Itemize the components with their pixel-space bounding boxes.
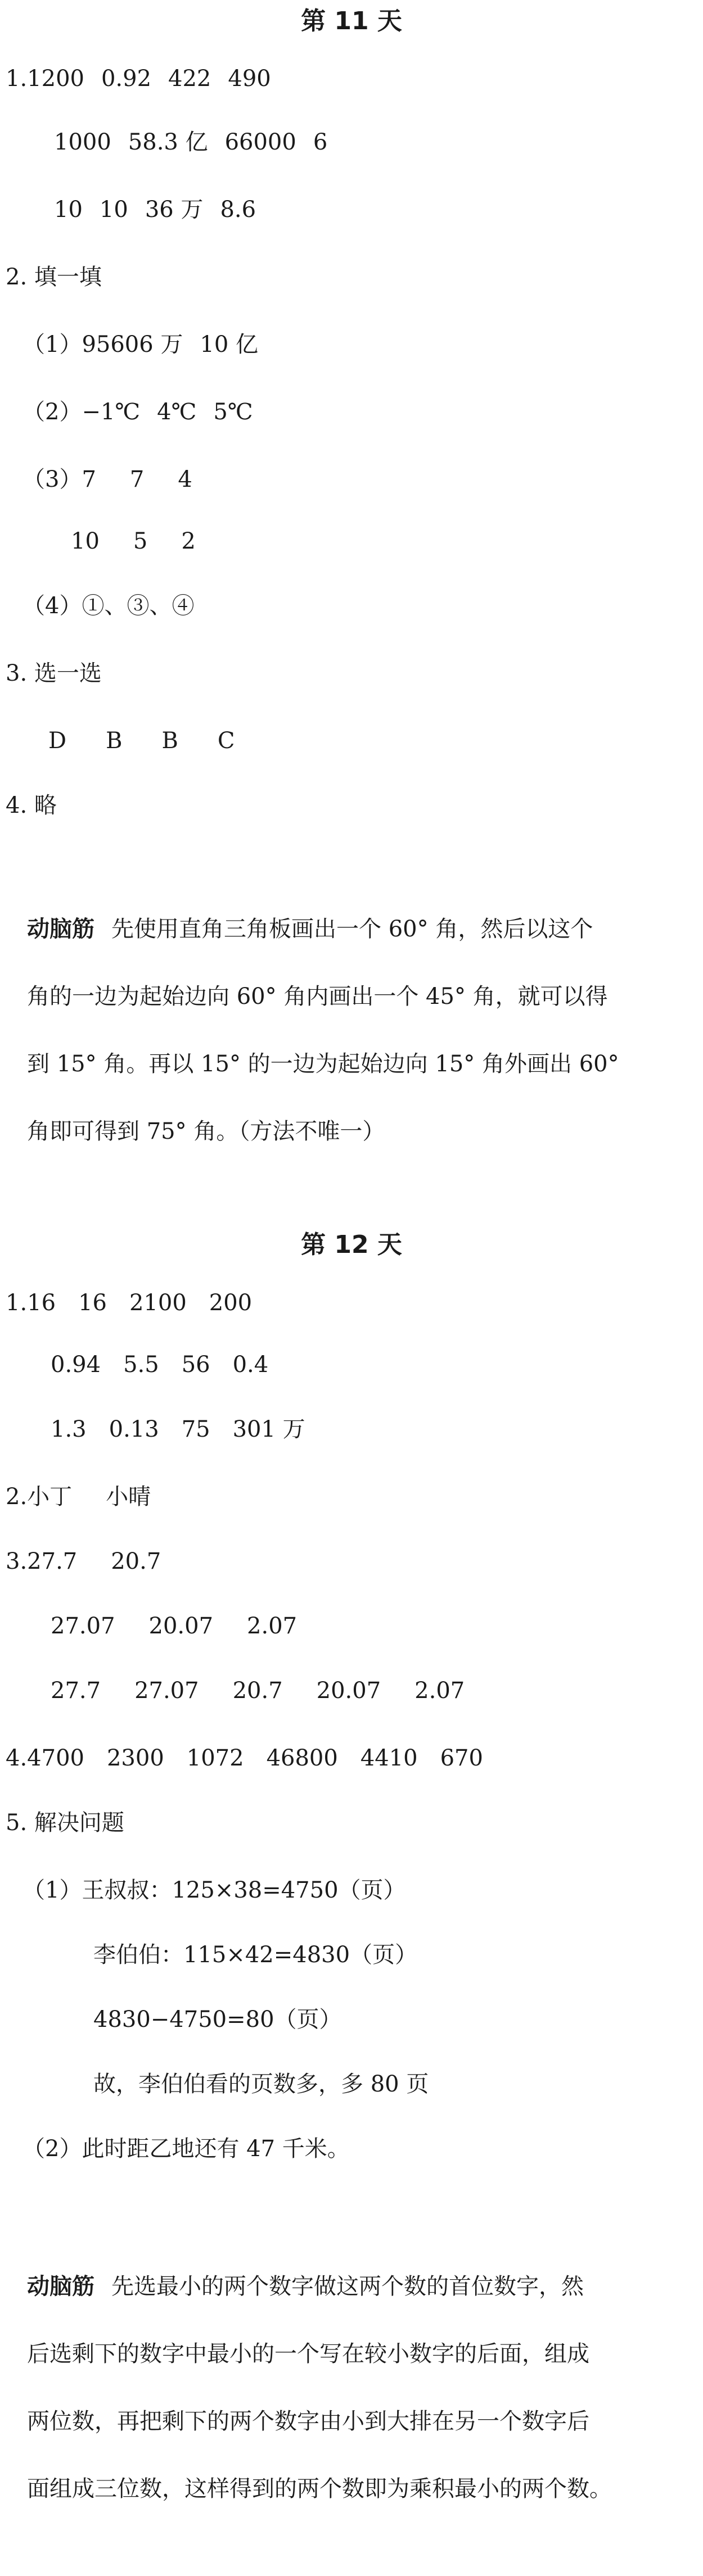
day12-brain-line2: 后选剩下的数字中最小的一个写在较小数字的后面，组成 xyxy=(27,2341,589,2367)
day12-q2-v1: 小丁 xyxy=(27,1484,73,1510)
day11-brain-line3: 到 15° 角。再以 15° 的一边为起始边向 15° 角外画出 60° xyxy=(27,1051,619,1077)
day11-q2-item3-v1: 7 xyxy=(82,467,96,492)
day12-q5-p1-label: （1） xyxy=(22,1877,82,1903)
day12-q1-r2-v4: 0.4 xyxy=(232,1352,269,1378)
day12-q5-p1-line1 xyxy=(22,1875,406,1906)
day11-q3-v1: D xyxy=(48,728,67,754)
day11-q1-r1-v2: 0.92 xyxy=(101,66,152,92)
day11-q3-answers xyxy=(48,725,235,757)
day12-q1-r2-v1: 0.94 xyxy=(51,1352,101,1378)
day11-q2-item3-r2-v1: 10 xyxy=(71,528,100,554)
day12-q3-r3-v2: 27.07 xyxy=(134,1678,199,1704)
day11-q2-item1 xyxy=(22,329,258,360)
day12-q2-v2: 小晴 xyxy=(106,1484,151,1510)
day11-title: 第 11 天 xyxy=(301,7,402,35)
day12-brain-label: 动脑筋 xyxy=(27,2274,94,2299)
day12-q4-v4: 46800 xyxy=(266,1745,338,1771)
day11-q1-r2-v2: 58.3 亿 xyxy=(128,129,208,155)
day12-q3-row2 xyxy=(51,1610,297,1642)
day11-q1-label: 1. xyxy=(6,66,28,92)
day12-q1-r3-v1: 1.3 xyxy=(51,1416,87,1442)
day11-q3-v4: C xyxy=(217,728,235,754)
day12-q3-r3-v5: 2.07 xyxy=(414,1678,465,1704)
day12-q1-row1 xyxy=(6,1287,252,1319)
day11-q2-item2-label: （2） xyxy=(22,399,82,425)
day11-q2-item4 xyxy=(22,590,194,622)
day12-q4-v6: 670 xyxy=(440,1745,483,1771)
day12-q1-row3 xyxy=(51,1414,305,1445)
day11-q4: 4. 略 xyxy=(6,793,57,818)
day12-brain-line4: 面组成三位数，这样得到的两个数即为乘积最小的两个数。 xyxy=(27,2476,612,2502)
day12-q3-r3-v4: 20.07 xyxy=(316,1678,381,1704)
day11-q2-item2-v2: 4℃ xyxy=(157,399,197,425)
day11-brain-line4: 角即可得到 75° 角。（方法不唯一） xyxy=(27,1119,385,1144)
day11-q1-r2-v3: 66000 xyxy=(224,129,296,155)
day12-q4-v1: 4700 xyxy=(27,1745,84,1771)
day11-q2-item3-r2-v2: 5 xyxy=(133,528,148,554)
day11-q2-heading: 2. 填一填 xyxy=(6,264,102,290)
day12-brain-line1 xyxy=(27,2271,679,2302)
day12-title: 第 12 天 xyxy=(301,1230,402,1259)
day11-q1-r3-v1: 10 xyxy=(54,197,83,223)
day12-q5-p1-text1: 王叔叔：125×38=4750（页） xyxy=(82,1877,406,1903)
day11-q2-item3 xyxy=(22,464,192,495)
day11-q2-item3-v3: 4 xyxy=(178,467,192,492)
day11-q1-r1-v1: 1200 xyxy=(27,66,84,92)
day12-q4-v5: 4410 xyxy=(360,1745,418,1771)
day12-q3-row1 xyxy=(6,1546,161,1577)
day12-q1-row2 xyxy=(51,1349,268,1380)
day11-q2-item4-label: （4） xyxy=(22,593,82,619)
day11-q1-row2 xyxy=(54,126,327,158)
day11-brain-text1: 先使用直角三角板画出一个 60° 角，然后以这个 xyxy=(111,916,593,942)
day12-q3-r1-v2: 20.7 xyxy=(111,1549,161,1574)
day12-brain-line3: 两位数，再把剩下的两个数字由小到大排在另一个数字后 xyxy=(27,2409,589,2434)
day11-q1-row3 xyxy=(54,194,256,225)
day11-q3-v3: B xyxy=(161,728,178,754)
day11-q1-row1 xyxy=(6,63,271,94)
day11-q2-item1-label: （1） xyxy=(22,332,82,357)
day11-q1-r3-v3: 36 万 xyxy=(145,197,204,223)
day12-q4-v3: 1072 xyxy=(186,1745,244,1771)
day11-q2-item2-v1: −1℃ xyxy=(82,399,141,425)
day11-q2-item4-v1: ①、③、④ xyxy=(82,593,195,619)
day12-q2 xyxy=(6,1481,151,1513)
day12-q1-r1-v4: 200 xyxy=(209,1290,253,1316)
day12-q5-p1-line4: 故，李伯伯看的页数多，多 80 页 xyxy=(93,2071,429,2097)
day12-q4-v2: 2300 xyxy=(106,1745,164,1771)
day12-q4 xyxy=(6,1742,483,1774)
day12-q3-r2-v1: 27.07 xyxy=(51,1613,115,1639)
day11-q2-item3-row2 xyxy=(71,526,196,557)
day12-q1-r1-v1: 16 xyxy=(27,1290,56,1316)
day12-q1-r1-v3: 2100 xyxy=(129,1290,187,1316)
day12-q3-label: 3. xyxy=(6,1549,28,1574)
day12-q5-heading: 5. 解决问题 xyxy=(6,1810,124,1836)
day12-q1-r1-v2: 16 xyxy=(78,1290,107,1316)
day12-q5-p1-line3: 4830−4750=80（页） xyxy=(93,2007,342,2032)
day12-brain-text1: 先选最小的两个数字做这两个数的首位数字，然 xyxy=(111,2274,584,2299)
day12-q4-label: 4. xyxy=(6,1745,28,1771)
day11-q2-item3-v2: 7 xyxy=(129,467,145,492)
day12-q5-p2-label: （2） xyxy=(22,2136,82,2162)
day11-q2-item2-v3: 5℃ xyxy=(213,399,253,425)
day12-q3-r1-v1: 27.7 xyxy=(27,1549,78,1574)
day12-q1-r3-v2: 0.13 xyxy=(109,1416,159,1442)
day12-q5-p2-text: 此时距乙地还有 47 千米。 xyxy=(82,2136,350,2162)
day11-q1-r1-v3: 422 xyxy=(168,66,211,92)
day12-q1-r2-v3: 56 xyxy=(181,1352,210,1378)
day12-q5-p1-line2: 李伯伯：115×42=4830（页） xyxy=(93,1942,418,1968)
day12-q2-label: 2. xyxy=(6,1484,28,1510)
day12-q3-row3 xyxy=(51,1675,465,1706)
day11-q1-r3-v4: 8.6 xyxy=(220,197,256,223)
day11-brain-label: 动脑筋 xyxy=(27,916,94,942)
day12-q3-r2-v2: 20.07 xyxy=(148,1613,214,1639)
day12-q1-r3-v3: 75 xyxy=(181,1416,210,1442)
day11-q1-r1-v4: 490 xyxy=(228,66,271,92)
day12-q5-p2 xyxy=(22,2133,350,2165)
day11-q1-r3-v2: 10 xyxy=(99,197,128,223)
day12-q1-r3-v4: 301 万 xyxy=(232,1416,305,1442)
day11-q1-r2-v4: 6 xyxy=(313,129,328,155)
day11-q2-item1-v2: 10 亿 xyxy=(200,332,259,357)
day11-q3-v2: B xyxy=(106,728,123,754)
day11-q2-item1-v1: 95606 万 xyxy=(82,332,183,357)
day12-q3-r2-v3: 2.07 xyxy=(247,1613,298,1639)
day12-q1-r2-v2: 5.5 xyxy=(123,1352,159,1378)
day11-brain-line1 xyxy=(27,913,679,945)
day11-q2-item3-r2-v3: 2 xyxy=(181,528,196,554)
day11-q1-r2-v1: 1000 xyxy=(54,129,111,155)
day11-q2-item2 xyxy=(22,396,253,428)
day12-q1-label: 1. xyxy=(6,1290,28,1316)
day11-brain-line2: 角的一边为起始边向 60° 角内画出一个 45° 角，就可以得 xyxy=(27,984,608,1009)
day12-q3-r3-v3: 20.7 xyxy=(232,1678,283,1704)
day12-q3-r3-v1: 27.7 xyxy=(51,1678,101,1704)
day11-q2-item3-label: （3） xyxy=(22,467,82,492)
day11-q3-heading: 3. 选一选 xyxy=(6,660,102,686)
